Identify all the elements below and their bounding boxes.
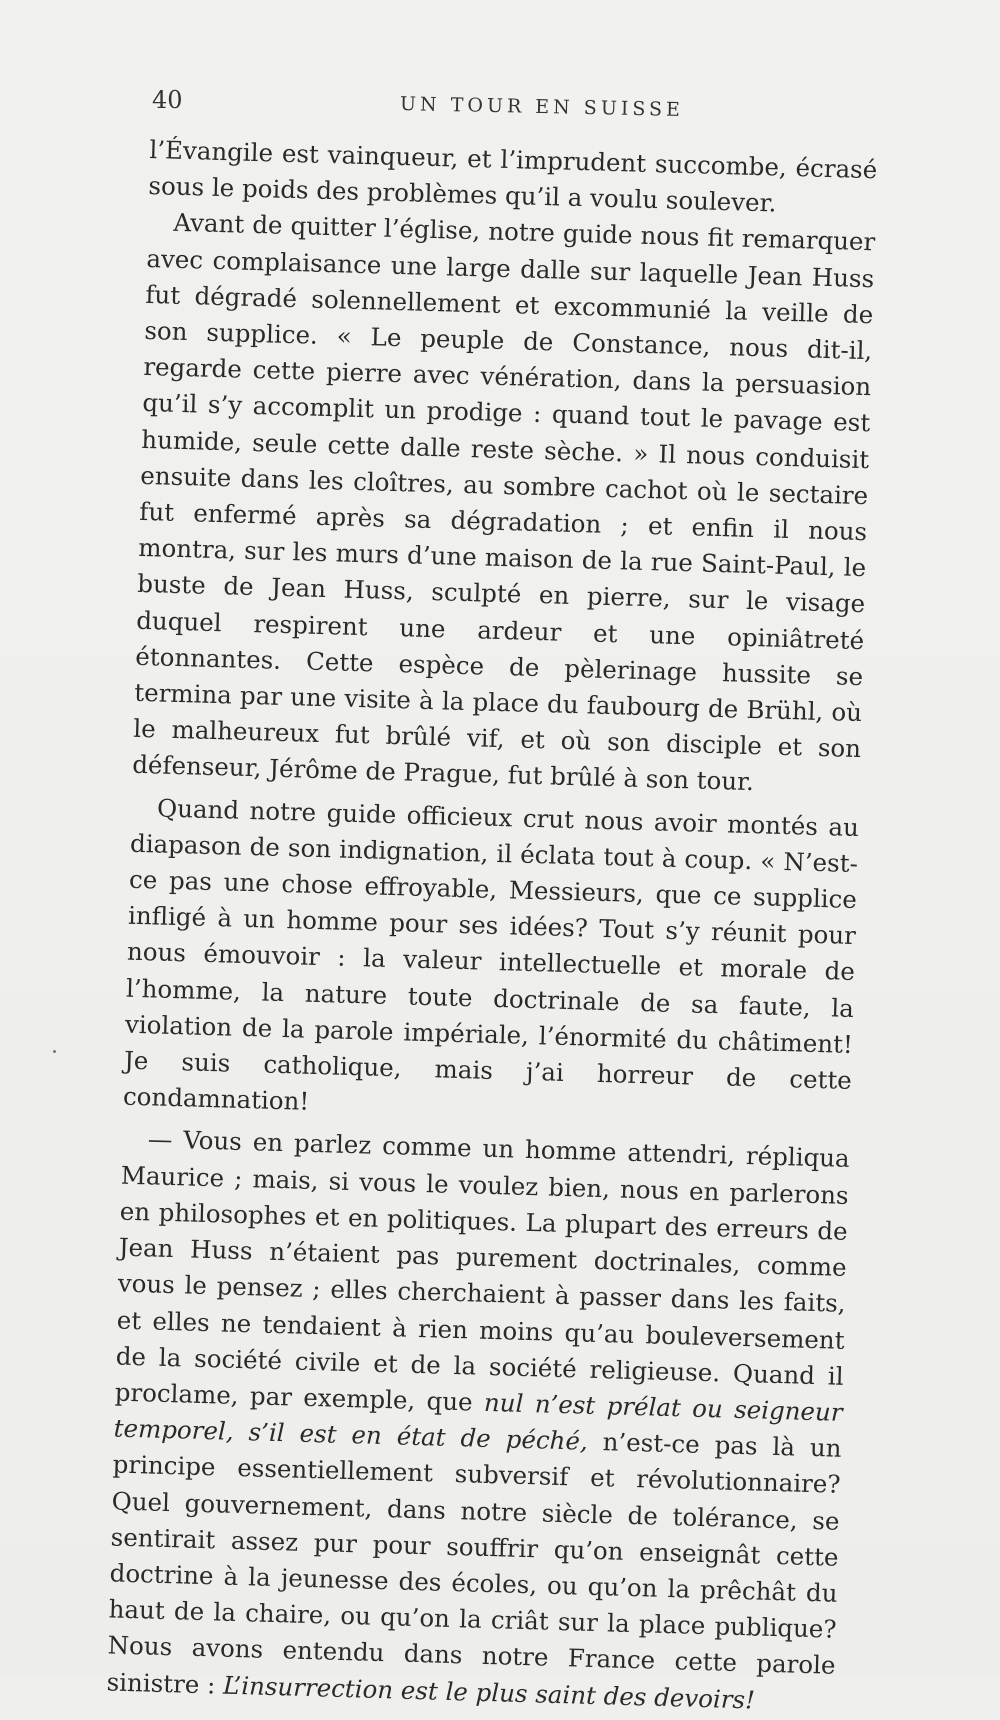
text-segment: l’Évangile est vainqueur, et l’imprudent succombe, écrasé sous le poids des problèmes qu’il a voulu soulever. <box>148 134 878 218</box>
text-segment: Avant de quitter l’église, notre guide nous fit remarquer avec complaisance une large dalle sur laquelle Jean Huss fut dégradé solennellement et excommunié la veille de son supplice. « Le peuple de Constance, nous dit-il, regarde cette pierre avec vénération, dans la persuasion qu’il s’y accomplit un prodige : quand tout le pavage est humide, seule cette dalle reste sèche. » Il nous conduisit ensuite dans les cloîtres, au sombre cachot où le sectaire fut enfermé après sa dégradation ; et enfin il nous montra, sur les murs d’une maison de la rue Saint-Paul, le buste de Jean Huss, sculpté en pierre, sur le visage duquel respirent une ardeur et une opiniâtreté étonnantes. Cette espèce de pèlerinage hussite se termina par une visite à la place du faubourg de Brühl, où le malheureux fut brûlé vif, et où son disciple et son défenseur, Jérôme de Prague, fut brûlé à son tour. <box>131 208 876 797</box>
page-header <box>150 86 880 122</box>
text-segment: n’est-ce pas là un principe essentiellement subversif et révolutionnaire? Quel gouvernement, dans notre siècle de tolérance, se sentirait assez pur pour souffrir qu’on enseignât cette doctrine à la jeunesse des écoles, ou qu’on la prêchât du haut de la chaire, ou qu’on la criât sur la place publique? Nous avons entendu dans notre France cette parole sinistre : <box>106 1426 842 1700</box>
body-text <box>106 132 878 1720</box>
paragraph-2 <box>132 204 876 803</box>
text-segment: Quand notre guide officieux crut nous avoir montés au diapason de son indignation, il éclata tout à coup. « N’est-ce pas une chose effroyable, Messieurs, que ce supplice infligé à un homme pour ses idées? Tout s’y réunit pour nous émouvoir : la valeur intellectuelle et morale de l’homme, la nature toute doctrinale de sa faute, la violation de la parole impériale, l’énormité du châtiment! Je suis catholique, mais j’ai horreur de cette condamnation! <box>122 793 860 1117</box>
page-number: 40 <box>152 86 183 114</box>
text-segment: — Vous en parlez comme un homme attendri, répliqua Maurice ; mais, si vous le voulez bien, nous en parlerons en philosophes et en politiques. La plupart des erreurs de Jean Huss n’étaient pas purement doctrinales, comme vous le pensez ; elles cherchaient à passer dans les faits, et elles ne tendaient à rien moins qu’au bouleversement de la société civile et de la société religieuse. Quand il proclame, par exemple, que <box>114 1124 851 1417</box>
paragraph-3 <box>123 789 860 1135</box>
paper-speck <box>53 1050 56 1053</box>
italic-segment: nul n’est prélat ou seigneur temporel, s’il est en état de péché, <box>113 1387 843 1456</box>
italic-segment: L’insurrection est le plus saint des devoirs! <box>222 1670 756 1715</box>
paragraph-4 <box>106 1121 850 1720</box>
running-title: UN TOUR EN SUISSE <box>399 93 685 121</box>
